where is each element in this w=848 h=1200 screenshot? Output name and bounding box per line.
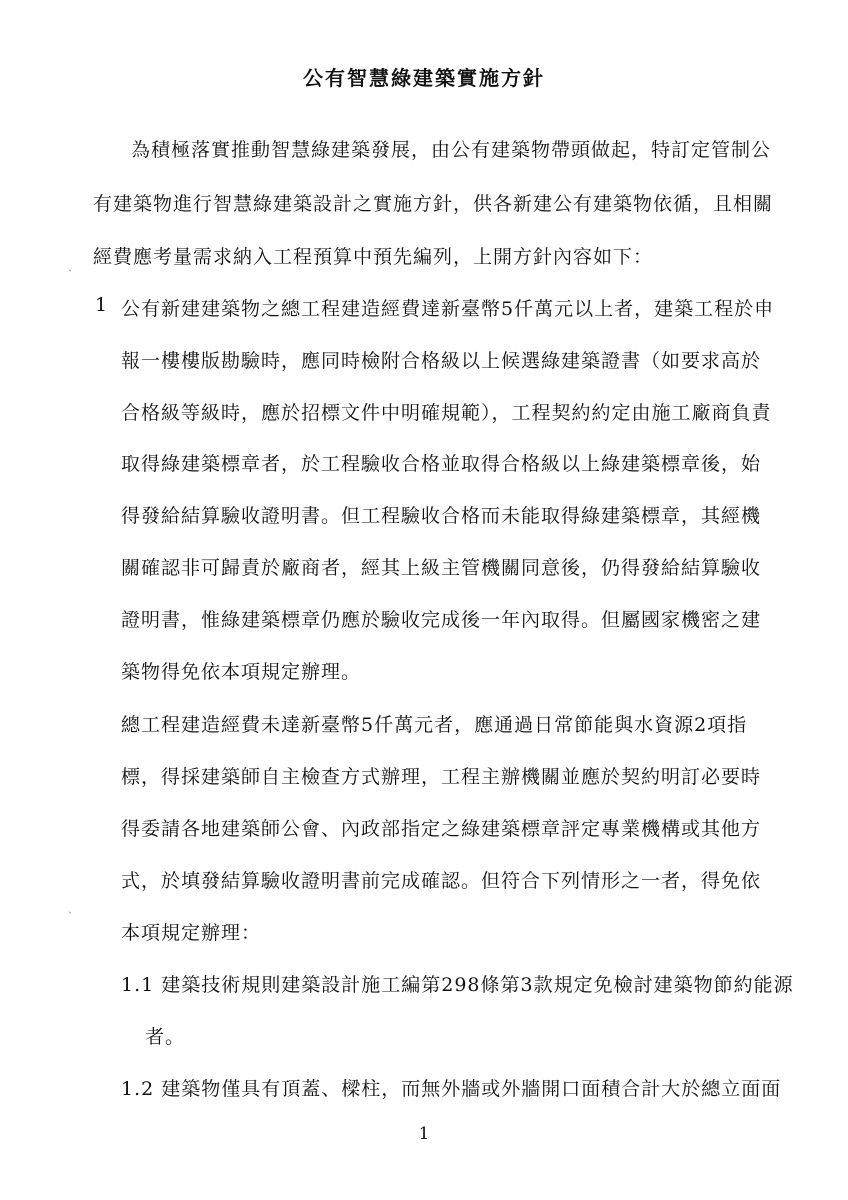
- scan-speck: ˎ: [68, 900, 72, 914]
- para-2-line-2: 標，得採建築師自主檢查方式辦理，工程主辦機關並應於契約明訂必要時: [121, 766, 762, 788]
- item-1-line-4: 取得綠建築標章者，於工程驗收合格並取得合格級以上綠建築標章後，始: [121, 453, 762, 475]
- sub-1-1-line-1: 1.1 建築技術規則建築設計施工編第298條第3款規定免檢討建築物節約能源: [121, 974, 794, 996]
- item-1-line-5: 得發給結算驗收證明書。但工程驗收合格而未能取得綠建築標章，其經機: [121, 505, 762, 527]
- sub-1-2-line-1: 1.2 建築物僅具有頂蓋、樑柱，而無外牆或外牆開口面積合計大於總立面面: [121, 1078, 782, 1100]
- item-1-number: 1: [95, 294, 108, 316]
- document-title: 公有智慧綠建築實施方針: [303, 66, 545, 90]
- intro-line-2: 有建築物進行智慧綠建築設計之實施方針，供各新建公有建築物依循，且相關: [93, 193, 774, 215]
- para-2-line-5: 本項規定辦理：: [121, 922, 262, 944]
- item-1-line-3: 合格級等級時，應於招標文件中明確規範），工程契約約定由施工廠商負責: [121, 402, 772, 424]
- item-1-line-7: 證明書，惟綠建築標章仍應於驗收完成後一年內取得。但屬國家機密之建: [121, 609, 762, 631]
- para-2-line-4: 式，於填發結算驗收證明書前完成確認。但符合下列情形之一者，得免依: [121, 870, 762, 892]
- item-1-line-6: 關確認非可歸責於廠商者，經其上級主管機關同意後，仍得發給結算驗收: [121, 557, 762, 579]
- page-number: 1: [418, 1124, 430, 1144]
- sub-1-1-line-2: 者。: [145, 1026, 186, 1048]
- item-1-line-2: 報一樓樓版勘驗時，應同時檢附合格級以上候選綠建築證書（如要求高於: [121, 350, 762, 372]
- intro-line-1: 為積極落實推動智慧綠建築發展，由公有建築物帶頭做起，特訂定管制公: [131, 139, 772, 161]
- item-1-line-1: 公有新建建築物之總工程建造經費達新臺幣5仟萬元以上者，建築工程於申: [121, 298, 775, 320]
- scan-speck: ˎ: [68, 258, 72, 272]
- para-2-line-3: 得委請各地建築師公會、內政部指定之綠建築標章評定專業機構或其他方: [121, 818, 762, 840]
- item-1-line-8: 築物得免依本項規定辦理。: [121, 661, 362, 683]
- para-2-line-1: 總工程建造經費未達新臺幣5仟萬元者，應通過日常節能與水資源2項指: [121, 714, 748, 736]
- intro-line-3: 經費應考量需求納入工程預算中預先編列，上開方針內容如下：: [93, 246, 654, 268]
